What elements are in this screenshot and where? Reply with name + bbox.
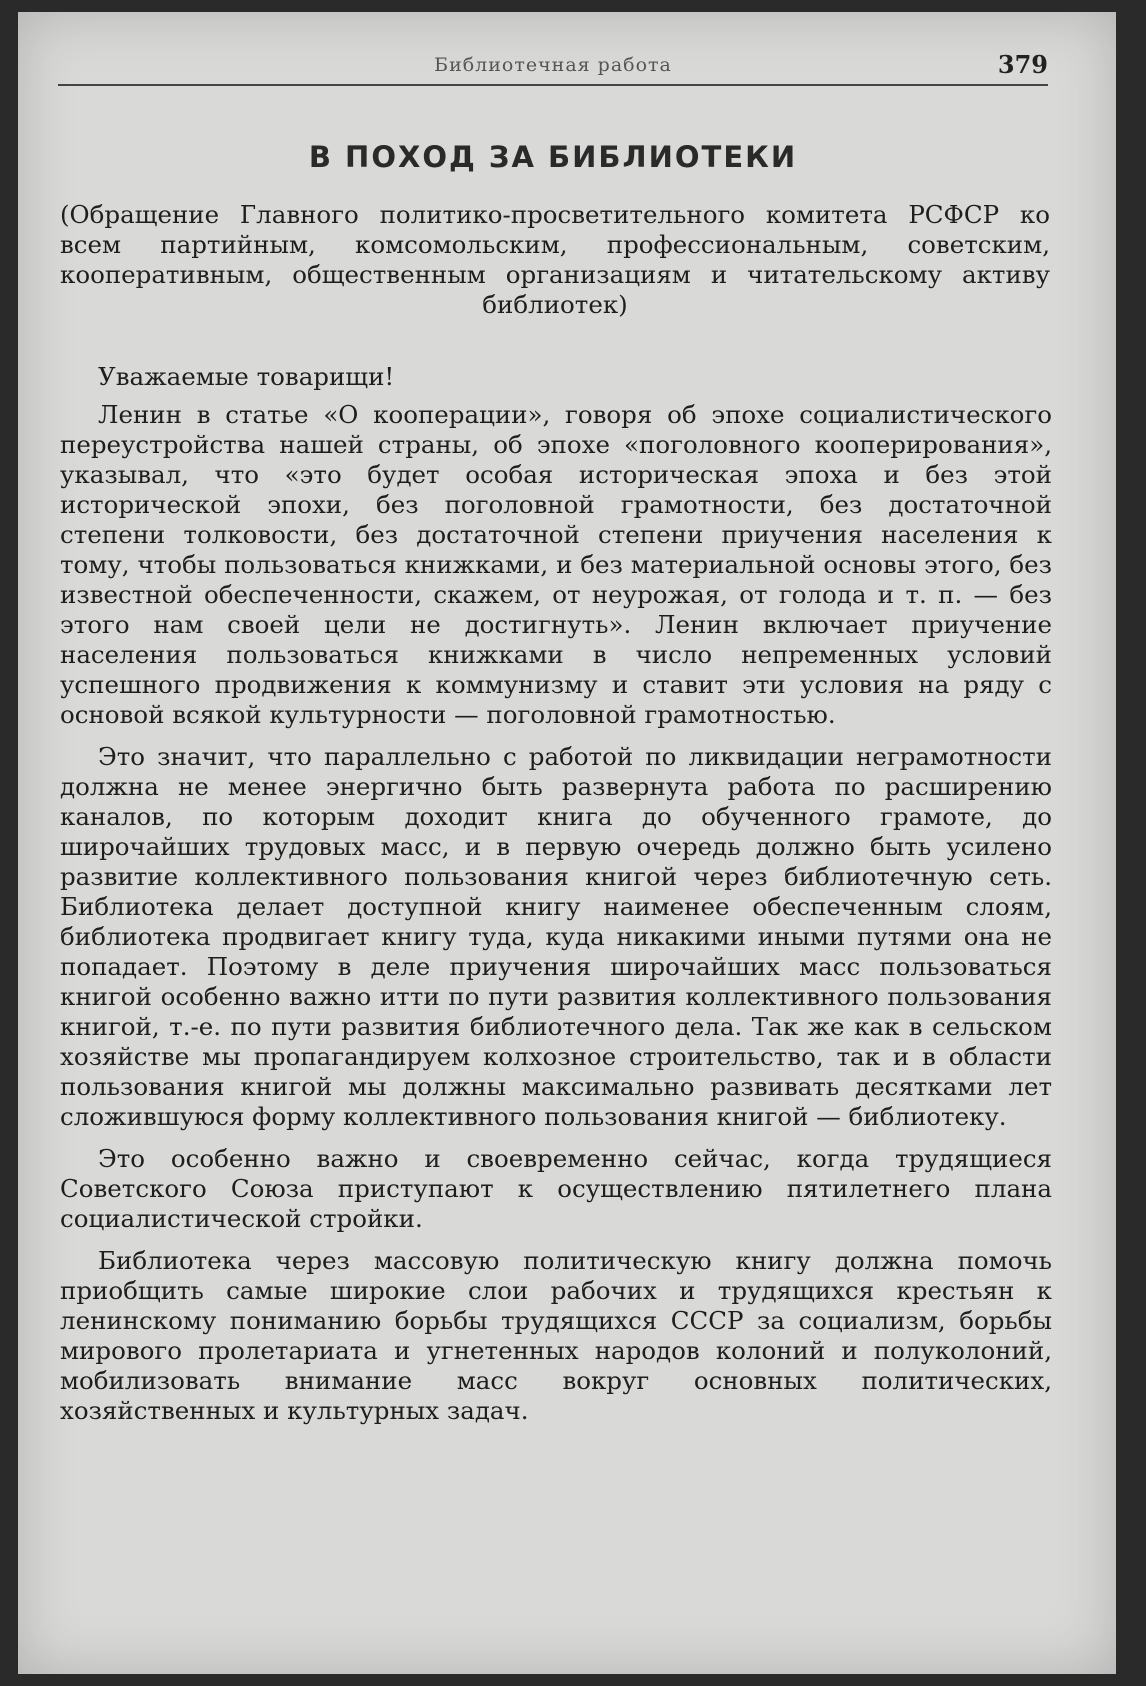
paragraph: Ленин в статье «О кооперации», говоря об эпохе социалистического переустройства нашей страны, об эпохе «поголовного кооперирования», указывал, что «это будет особая историческая эпоха и без этой исторической эпохи, без поголовной грамотности, без достаточной степени толковости, без достаточной степени приучения населения к тому, чтобы пользоваться книжками, и без материальной основы этого, без известной обеспеченности, скажем, от неурожая, от голода и т. п. — без этого нам своей цели не достигнуть». Ленин включает приучение населения пользоваться книжками в число непременных условий успешного продвижения к коммунизму и ставит эти условия на ряду с основой всякой культурности — поголовной грамотностью. [60,400,1052,729]
paragraph: Это особенно важно и своевременно сейчас, когда трудящиеся Советского Союза приступают к осуществлению пятилетнего плана социалистической стройки. [60,1144,1052,1233]
salutation: Уважаемые товарищи! [98,362,395,391]
paragraph: Это значит, что параллельно с работой по ликвидации неграмотности должна не менее энергично быть развернута работа по расширению каналов, по которым доходит книга до обученного грамоте, до широчайших трудовых масс, и в первую очередь должно быть усилено развитие коллективного пользования книгой через библиотечную сеть. Библиотека делает доступной книгу наименее обеспеченным слоям, библиотека продвигает книгу туда, куда никакими иными путями она не попадает. Поэтому в деле приучения широчайших масс пользоваться книгой особенно важно итти по пути развития коллективного пользования книгой, т.-е. по пути развития библиотечного дела. Так же как в сельском хозяйстве мы пропагандируем колхозное строительство, так и в области пользования книгой мы должны максимально развивать десятками лет сложившуюся форму коллективного пользования книгой — библиотеку. [60,742,1052,1131]
article-subtitle: (Обращение Главного политико-просветительного комитета РСФСР ко всем партийным, комсомольским, профессиональным, советским, кооперативным, общественным организациям и читательскому активу библиотек) [60,200,1050,319]
running-title: Библиотечная работа [434,54,672,76]
running-header [58,50,1048,86]
page-number: 379 [997,50,1048,79]
paragraph: Библиотека через массовую политическую книгу должна помочь приобщить самые широкие слои рабочих и трудящихся крестьян к ленинскому пониманию борьбы трудящихся СССР за социализм, борьбы мирового пролетариата и угнетенных народов колоний и полуколоний, мобилизовать внимание масс вокруг основных политических, хозяйственных и культурных задач. [60,1246,1052,1425]
article-body [60,362,1052,1438]
article-title: В ПОХОД ЗА БИБЛИОТЕКИ [308,140,798,174]
book-page [18,12,1116,1674]
